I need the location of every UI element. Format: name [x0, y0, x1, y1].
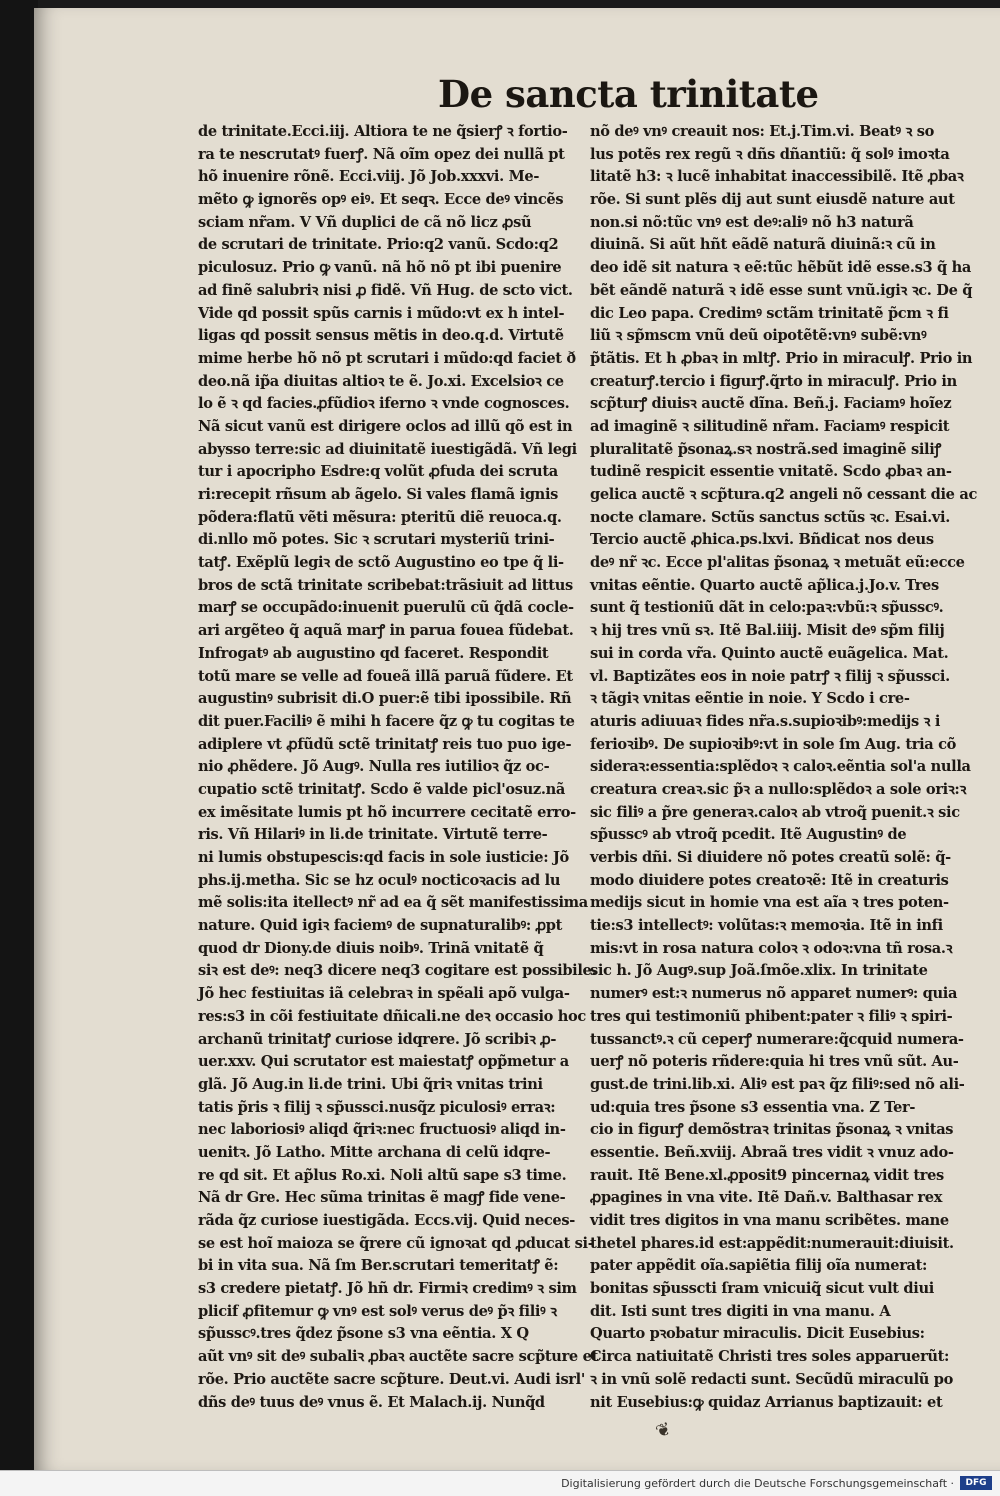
- text-line: sic filiꝰ a p̃re generaꝛ.caloꝛ ab vtroq̃ puenit.ꝛ sic: [590, 803, 960, 821]
- text-line: lus potẽs rex regũ ꝛ dñs dñantiũ: q̃ solꝰ imoꝛta: [590, 145, 950, 163]
- text-line: sciam nr̃am. V Vñ duplici de cã nõ licz ꝓsũ: [198, 213, 532, 231]
- text-line: liũ ꝛ sp̃mscm vnũ deũ oipotẽtẽ:vnꝰ subẽ:vnꝰ: [590, 327, 927, 345]
- text-line: uenitꝛ. Jõ Latho. Mitte archana di celũ idqre-: [198, 1143, 551, 1161]
- text-line: tatꝭ. Exẽplũ legiꝛ de sctõ Augustino eo tpe q̃ li-: [198, 554, 564, 572]
- text-line: lo ẽ ꝛ qd facies.ꝓfũdioꝛ iferno ꝛ vnde cognosces.: [198, 395, 570, 413]
- text-line: Jõ hec festiuitas iã celebraꝛ in spẽali apõ vulga-: [198, 985, 570, 1003]
- text-line: numerꝰ est:ꝛ numerus nõ apparet numerꝰ: quia: [590, 985, 958, 1003]
- text-line: Circa natiuitatẽ Christi tres soles apparuerũt:: [590, 1348, 950, 1366]
- text-line: mẽto ꝙ ignorẽs opꝰ eiꝰ. Et seqꝛ. Ecce deꝰ vincẽs: [198, 191, 564, 209]
- text-line: phs.ij.metha. Sic se hz oculꝰ nocticoꝛacis ad lu: [198, 871, 561, 889]
- text-line: tussanctꝰ.ꝛ cũ ceperꝭ numerare:q̃cquid numera-: [590, 1030, 964, 1048]
- text-line: s3 credere pietatꝭ. Jõ hñ dr. Firmiꝛ credimꝰ ꝛ sim: [198, 1280, 577, 1298]
- text-line: scp̃turꝭ diuisꝛ auctẽ dĩna. Beñ.j. Faciamꝰ hoĩez: [590, 395, 952, 413]
- page-heading: De sancta trinitate: [438, 72, 819, 116]
- text-line: se est hoĩ maioza se q̃rere cũ ignoꝛat qd ꝓducat si-: [198, 1234, 594, 1252]
- text-line: adiplere vt ꝓfũdũ sctẽ trinitatꝭ reis tuo puo ige-: [198, 735, 572, 753]
- text-line: non.si nõ:tũc vnꝰ est deꝰ:aliꝰ nõ h3 naturã: [590, 213, 914, 231]
- text-line: tie:s3 intellectꝰ: volũtas:ꝛ memoꝛia. Itẽ in infi: [590, 917, 943, 935]
- text-line: bonitas sp̃usscti ſram vnicuiq̃ sicut vult diui: [590, 1280, 934, 1298]
- text-line: ꝛ tãgiꝛ vnitas eẽntie in noie. Y Scdo i cre-: [590, 690, 910, 708]
- text-line: nit Eusebius:ꝙ quidaz Arrianus baptizauit: et: [590, 1393, 943, 1411]
- text-line: deo idẽ sit natura ꝛ eẽ:tũc hẽbũt idẽ esse.s3 q̃ ha: [590, 259, 971, 277]
- text-line: cupatio sctẽ trinitatꝭ. Scdo ẽ valde picl'osuz.nã: [198, 780, 565, 798]
- right-text-column: [590, 121, 994, 1411]
- text-line: uerꝭ nõ poteris rñdere:quia hi tres vnũ sũt. Au-: [590, 1053, 959, 1071]
- text-line: nio ꝓhẽdere. Jõ Augꝰ. Nulla res iutilioꝛ q̃z oc-: [198, 758, 550, 776]
- text-line: sui in corda vr̃a. Quinto auctẽ euãgelica. Mat.: [590, 644, 949, 662]
- text-line: quod dr Diony.de diuis noibꝰ. Trinã vnitatẽ q̃: [198, 939, 544, 957]
- footer-credit-text: Digitalisierung gefördert durch die Deutsche Forschungsgemeinschaft ·: [561, 1477, 954, 1490]
- text-line: rõe. Prio auctẽte sacre scp̃ture. Deut.vi. Audi isrl': [198, 1370, 585, 1388]
- text-line: ligas qd possit sensus mẽtis in deo.q.d. Virtutẽ: [198, 327, 564, 345]
- text-line: Nã dr Gre. Hec sũma trinitas ẽ magꝭ fide vene-: [198, 1189, 566, 1207]
- text-line: Quarto pꝛobatur miraculis. Dicit Eusebius:: [590, 1325, 925, 1343]
- text-line: piculosuz. Prio ꝙ vanũ. nã hõ nõ pt ibi puenire: [198, 259, 562, 277]
- text-line: deꝰ nr̃ ꝛc. Ecce pl'alitas p̃sonaꝝ ꝛ metuãt eũ:ecce: [590, 554, 965, 572]
- text-line: nature. Quid igiꝛ faciemꝰ de supnaturalibꝰ: ꝓpt: [198, 917, 562, 935]
- text-line: uer.xxv. Qui scrutator est maiestatꝭ opp̃metur a: [198, 1053, 569, 1071]
- text-line: ferioꝛibꝰ. De supioꝛibꝰ:vt in sole ſm Aug. tria cõ: [590, 735, 957, 753]
- left-text-column: [198, 121, 598, 1411]
- text-line: vnitas eẽntie. Quarto auctẽ ap̃lica.j.Jo.v. Tres: [590, 576, 939, 594]
- text-line: rõe. Si sunt plẽs dij aut sunt eiusdẽ nature aut: [590, 191, 955, 209]
- text-line: sideraꝛ:essentia:splẽdoꝛ ꝛ caloꝛ.eẽntia sol'a nulla: [590, 758, 971, 776]
- text-line: sp̃usscꝰ.tres q̃dez p̃sone s3 vna eẽntia. X Q: [198, 1325, 529, 1343]
- text-line: ex imẽsitate lumis pt hõ incurrere cecitatẽ erro-: [198, 803, 576, 821]
- text-line: rauit. Itẽ Bene.xl.ꝓposit9 pincernaꝝ vidit tres: [590, 1166, 944, 1184]
- text-line: augustinꝰ subrisit di.O puer:ẽ tibi ipossibile. Rñ: [198, 690, 572, 708]
- text-line: res:s3 in cõi festiuitate dñicali.ne deꝛ occasio hoc: [198, 1007, 586, 1025]
- text-line: deo.nã ip̃a diuitas altioꝛ te ẽ. Jo.xi. Excelsioꝛ ce: [198, 372, 564, 390]
- text-line: mis:vt in rosa natura coloꝛ ꝛ odoꝛ:vna tñ rosa.ꝛ: [590, 939, 953, 957]
- text-line: dic Leo papa. Credimꝰ sctãm trinitatẽ p̃cm ꝛ fi: [590, 304, 949, 322]
- text-line: diuinã. Si aũt hñt eãdẽ naturã diuinã:ꝛ cũ in: [590, 236, 936, 254]
- text-line: sp̃usscꝰ ab vtroq̃ pcedit. Itẽ Augustinꝰ de: [590, 826, 907, 844]
- text-line: litatẽ h3: ꝛ lucẽ inhabitat inaccessibilẽ. Itẽ ꝓbaꝛ: [590, 168, 964, 186]
- text-line: de trinitate.Ecci.iij. Altiora te ne q̃sierꝭ ꝛ fortio-: [198, 123, 568, 140]
- text-line: Vide qd possit spũs carnis i mũdo:vt ex h intel-: [198, 304, 565, 322]
- text-line: ꝓpagines in vna vite. Itẽ Dañ.v. Balthasar rex: [590, 1189, 943, 1207]
- text-line: gelica auctẽ ꝛ scp̃tura.q2 angeli nõ cessant die ac: [590, 486, 977, 503]
- text-line: tur i apocripho Esdre:q volũt ꝓfuda dei scruta: [198, 463, 558, 481]
- text-line: Tercio auctẽ ꝓhica.ps.lxvi. Bñdicat nos deus: [590, 531, 934, 549]
- text-line: bi in vita sua. Nã ſm Ber.scrutari temeritatꝭ ẽ:: [198, 1257, 559, 1275]
- text-line: glã. Jõ Aug.in li.de trini. Ubi q̃riꝛ vnitas trini: [198, 1075, 543, 1093]
- text-line: aũt vnꝰ sit deꝰ subaliꝛ ꝓbaꝛ auctẽte sacre scp̃ture et: [198, 1348, 598, 1366]
- text-line: abysso terre:sic ad diuinitatẽ iuestigãdã. Vñ legi: [198, 440, 577, 458]
- text-line: sunt q̃ testioniũ dãt in celo:paꝛ:vbũ:ꝛ sp̃usscꝰ.: [590, 599, 944, 617]
- text-line: marꝭ se occupãdo:inuenit puerulũ cũ q̃dã cocle-: [198, 599, 574, 617]
- text-line: pater appẽdit oĩa.sapiẽtia filij oĩa numerat:: [590, 1257, 928, 1275]
- text-line: essentie. Beñ.xviij. Abraã tres vidit ꝛ vnuz ado-: [590, 1143, 954, 1161]
- text-line: creaturꝭ.tercio i figurꝭ.q̃rto in miraculꝭ. Prio in: [590, 372, 957, 390]
- text-line: ad imaginẽ ꝛ silitudinẽ nr̃am. Faciamꝰ respicit: [590, 417, 950, 435]
- text-line: plicif ꝓfitemur ꝙ vnꝰ est solꝰ verus deꝰ p̃ꝛ filiꝰ ꝛ: [198, 1302, 557, 1320]
- text-line: pluralitatẽ p̃sonaꝝ.sꝛ nostrã.sed imaginẽ siliꝭ: [590, 440, 941, 458]
- text-line: totũ mare se velle ad foueã illã paruã fũdere. Et: [198, 667, 573, 685]
- text-line: nec laboriosiꝰ aliqd q̃riꝛ:nec fructuosiꝰ aliqd in-: [198, 1121, 566, 1139]
- text-line: sic h. Jõ Augꝰ.sup Joã.ſmõe.xlix. In trinitate: [590, 962, 928, 980]
- text-line: ris. Vñ Hilariꝰ in li.de trinitate. Virtutẽ terre-: [198, 826, 548, 844]
- text-line: rãda q̃z curiose iuestigãda. Eccs.vij. Quid neces-: [198, 1212, 575, 1229]
- text-line: ari argẽteo q̃ aquã marꝭ in parua fouea fũdebat.: [198, 622, 574, 640]
- text-line: gust.de trini.lib.xi. Aliꝰ est paꝛ q̃z filiꝰ:sed nõ ali-: [590, 1075, 965, 1093]
- text-line: tudinẽ respicit essentie vnitatẽ. Scdo ꝓbaꝛ an-: [590, 463, 952, 481]
- text-line: ri:recepit rñsum ab ãgelo. Si vales flamã ignis: [198, 486, 559, 503]
- text-line: ud:quia tres p̃sone s3 essentia vna. Z Ter-: [590, 1098, 916, 1116]
- text-line: ra te nescrutatꝰ fuerꝭ. Nã oĩm opez dei nullã pt: [198, 145, 565, 163]
- text-line: ꝛ in vnũ solẽ redacti sunt. Secũdũ miraculũ po: [590, 1370, 954, 1388]
- text-line: p̃tãtis. Et h ꝓbaꝛ in mltꝭ. Prio in miraculꝭ. Prio in: [590, 349, 973, 367]
- text-line: thetel phares.id est:appẽdit:numerauit:diuisit.: [590, 1234, 954, 1252]
- text-line: nõ deꝰ vnꝰ creauit nos: Et.j.Tim.vi. Beatꝰ ꝛ so: [590, 123, 935, 140]
- text-line: vl. Baptizãtes eos in noie patrꝭ ꝛ filij ꝛ sp̃ussci.: [590, 667, 950, 685]
- text-line: creatura creaꝛ.sic p̃ꝛ a nullo:splẽdoꝛ a sole oriꝛ:ꝛ: [590, 780, 967, 798]
- ink-flourish-mark: ❦: [652, 1418, 675, 1443]
- text-line: tres qui testimoniũ phibent:pater ꝛ filiꝰ ꝛ spiri-: [590, 1007, 953, 1025]
- text-line: verbis dñi. Si diuidere nõ potes creatũ solẽ: q̃-: [590, 849, 951, 866]
- text-line: põdera:flatũ vẽti mẽsura: pteritũ diẽ reuoca.q.: [198, 508, 562, 526]
- text-line: re qd sit. Et ap̃lus Ro.xi. Noli altũ sape s3 time.: [198, 1166, 567, 1184]
- text-line: modo diuidere potes creatoꝛẽ: Itẽ in creaturis: [590, 871, 949, 889]
- text-line: ni lumis obstupescis:qd facis in sole iusticie: Jõ: [198, 849, 569, 866]
- text-line: siꝛ est deꝰ: neq3 dicere neq3 cogitare est possibile.: [198, 962, 597, 980]
- text-line: aturis adiuuaꝛ fides nr̃a.s.supioꝛibꝰ:medijs ꝛ i: [590, 712, 941, 730]
- text-line: dit. Isti sunt tres digiti in vna manu. A: [590, 1302, 891, 1320]
- text-line: ad finẽ salubriꝛ nisi ꝓ fidẽ. Vñ Hug. de scto vict.: [198, 281, 573, 299]
- text-line: hõ inuenire rõnẽ. Ecci.viij. Jõ Job.xxxvi. Me-: [198, 168, 540, 186]
- text-line: ꝛ hij tres vnũ sꝛ. Itẽ Bal.iiij. Misit deꝰ sp̃m filij: [590, 622, 945, 640]
- text-line: dñs deꝰ tuus deꝰ vnus ẽ. Et Malach.ij. Nunq̃d: [198, 1393, 545, 1411]
- text-line: Infrogatꝰ ab augustino qd faceret. Respondit: [198, 644, 549, 662]
- text-line: de scrutari de trinitate. Prio:q2 vanũ. Scdo:q2: [198, 236, 559, 254]
- text-line: nocte clamare. Sctũs sanctus sctũs ꝛc. Esai.vi.: [590, 508, 950, 526]
- dfg-logo: DFG: [960, 1476, 992, 1490]
- text-line: Nã sicut vanũ est dirigere oclos ad illũ qõ est in: [198, 417, 573, 435]
- text-line: cio in figurꝭ demõstraꝛ trinitas p̃sonaꝝ ꝛ vnitas: [590, 1121, 954, 1139]
- text-line: medijs sicut in homie vna est aĩa ꝛ tres poten-: [590, 894, 949, 912]
- text-line: bẽt eãndẽ naturã ꝛ idẽ esse sunt vnũ.igiꝛ ꝛc. De q̃: [590, 281, 973, 299]
- text-line: tatis p̃ris ꝛ filij ꝛ sp̃ussci.nusq̃z piculosiꝰ erraꝛ:: [198, 1098, 556, 1116]
- digitization-footer: [0, 1470, 1000, 1496]
- scan-left-edge: [0, 0, 38, 1470]
- text-line: bros de sctã trinitate scribebat:trãsiuit ad littus: [198, 576, 573, 594]
- text-line: archanũ trinitatꝭ curiose idqrere. Jõ scribiꝛ ꝓ-: [198, 1030, 557, 1048]
- text-line: mẽ solis:ita itellectꝰ nr̃ ad ea q̃ sẽt manifestissima: [198, 894, 588, 912]
- text-line: mime herbe hõ nõ pt scrutari i mũdo:qd faciet ð: [198, 349, 576, 367]
- text-line: vidit tres digitos in vna manu scribẽtes. mane: [590, 1212, 949, 1229]
- text-line: dit puer.Faciliꝰ ẽ mihi h facere q̃z ꝙ tu cogitas te: [198, 712, 575, 730]
- text-line: di.nllo mõ potes. Sic ꝛ scrutari mysteriũ trini-: [198, 531, 555, 549]
